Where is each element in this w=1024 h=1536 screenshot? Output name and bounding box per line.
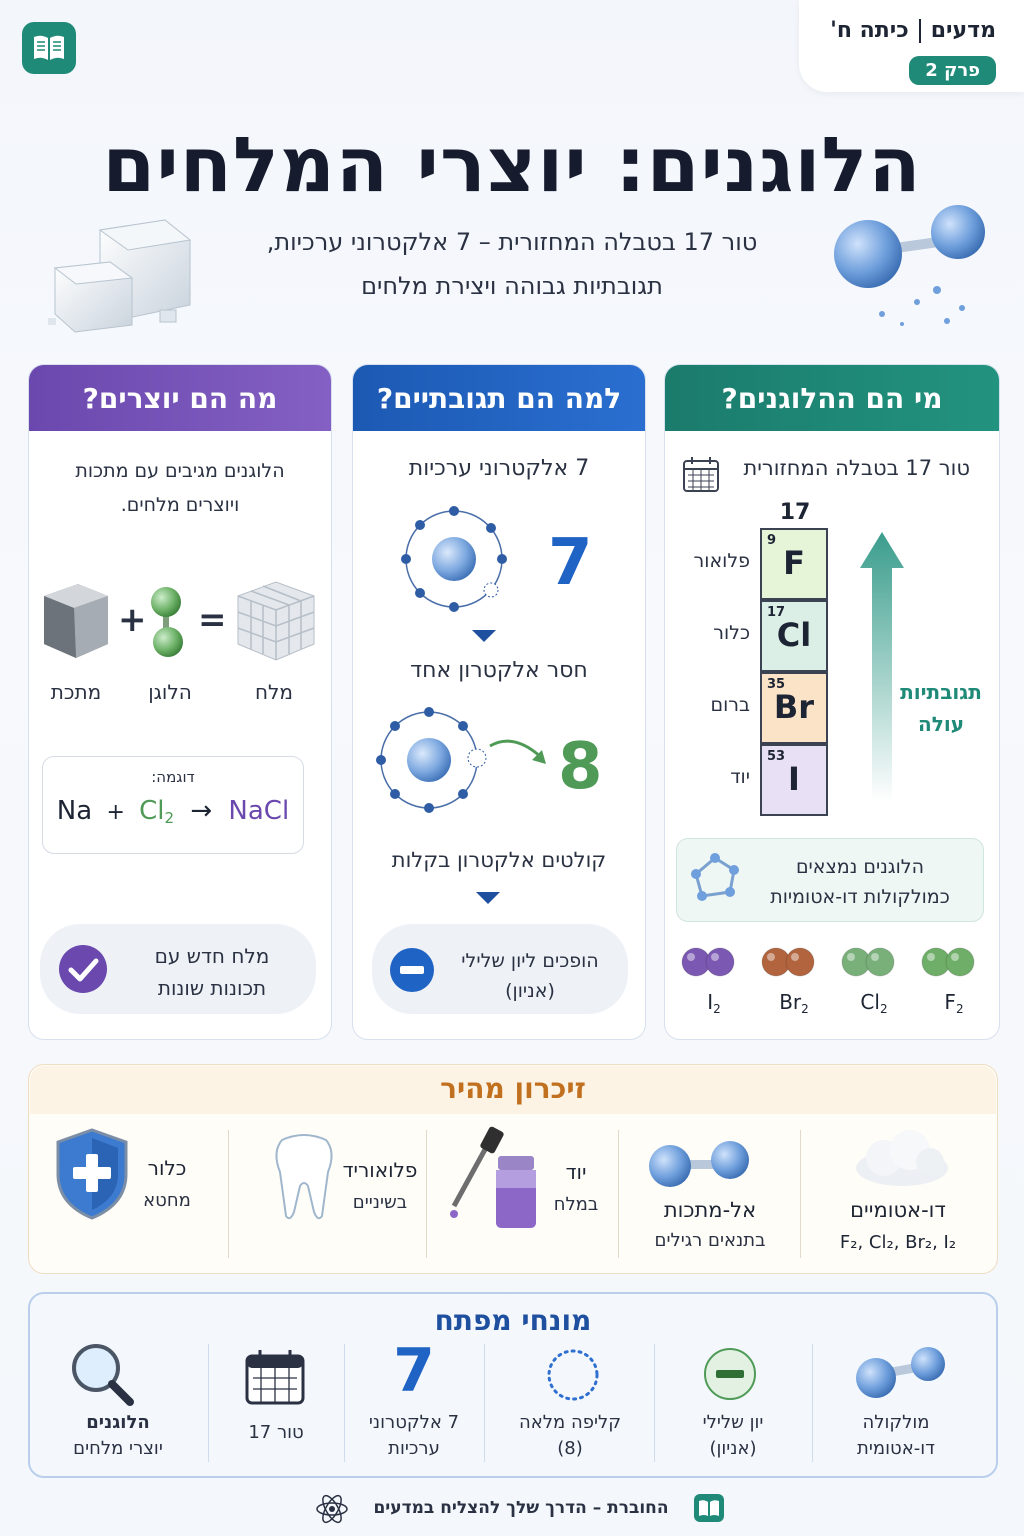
metal-label: מתכת [50,680,102,704]
molecule-formula: $I_2$ [707,990,721,1016]
grade-name: כיתה ח' [830,18,909,43]
term-group-17: טור 17 [248,1422,304,1443]
salt-intro [40,454,320,522]
molecule-icon [836,944,906,980]
salt-label: מלח [254,680,294,704]
eq-reactant-2-sub: 2 [164,809,175,827]
term-halogens [36,1410,200,1462]
cloud-icon [852,1128,952,1188]
down-triangle-icon [472,630,496,644]
divider [919,19,921,43]
subject-name: מדעים [930,18,996,43]
subtitle-line-2: תגובתיות גבוהה ויצירת מלחים [361,272,663,300]
dropper-bottle-icon [446,1126,542,1230]
element-name: ברום [710,694,750,716]
memory-diatomic-title: דו-אטומיים [850,1198,946,1222]
term-valence-line-1: 7 אלקטרוני [368,1412,460,1433]
molecule-cl2 [836,944,906,1016]
shield-plus-icon [52,1126,132,1222]
divider [812,1344,813,1462]
down-triangle-icon [476,892,500,906]
eq-arrow: → [190,796,213,826]
halogen-molecule-icon [146,584,186,660]
term-full-shell-line-1: קליפה מלאה [519,1412,621,1433]
divider [800,1130,801,1258]
divider [344,1344,345,1462]
chapter-badge: פרק 2 [909,56,996,85]
eq-reactant-1: Na [56,796,93,826]
term-halogens-line-1: הלוגנים [86,1412,150,1433]
term-anion-line-2: (אניון) [709,1438,757,1459]
molecule-formula: $F_2$ [944,990,964,1016]
term-halogens-line-2: יוצרי מלחים [73,1438,163,1459]
anion-text [440,946,620,1006]
salt-crystals-icon [40,210,210,335]
reactivity-label [886,676,996,740]
group-number: 17 [779,500,811,525]
eq-reactant-2-base: Cl [139,796,165,826]
divider [228,1130,229,1258]
element-name: פלואור [693,550,750,572]
tooth-icon [272,1132,336,1222]
atom-7-electrons-icon [394,506,514,616]
molecule-formula: $Br_2$ [779,990,809,1016]
element-cell-cl [760,600,828,672]
quick-memory-title: זיכרון מהיר [440,1072,586,1105]
intro-line-2: ויוצרים מלחים. [120,494,240,516]
term-anion [658,1410,808,1462]
element-cell-f [760,528,828,600]
atomic-number: 35 [767,677,786,692]
dotted-circle-icon [544,1346,602,1404]
memory-fluoride-sub: בשיניים [352,1192,408,1213]
atom-icon [314,1492,350,1526]
card-who-title: מי הם ההלוגנים? [665,365,999,431]
divider [484,1344,485,1462]
page-title: הלוגנים: יוצרי המלחים [102,120,922,209]
atomic-number: 9 [767,533,777,548]
card-what-title: מה הם יוצרים? [29,365,331,431]
key-terms-title: מונחי מפתח [434,1304,592,1337]
element-names [680,528,750,816]
diatomic-line-1: הלוגנים נמצאים [795,856,925,878]
missing-electron-text: חסר אלקטרון אחד [410,658,588,683]
card-why-title: למה הם תגובתיים? [353,365,645,431]
metal-cube-icon [40,578,112,660]
molecule-icon [852,1344,948,1400]
book-icon [694,1494,724,1522]
element-name: יוד [730,766,750,788]
term-full-shell [490,1410,650,1462]
molecule-br2 [756,944,826,1016]
seven-icon: 7 [393,1336,435,1406]
footer-text: החוברת – הדרך שלך להצליח במדעים [373,1498,669,1518]
new-salt-line-2: תכונות שונות [157,976,267,1000]
element-symbol: I [788,760,800,798]
eq-product: NaCl [228,796,290,826]
term-valence [350,1410,478,1462]
memory-nonmetals-title: אל-מתכות [663,1198,757,1222]
element-symbol: F [783,544,805,582]
anion-line-1: הופכים ליון שלילי [461,950,599,972]
new-salt-line-1: מלח חדש עם [154,944,270,968]
halogen-molecules-row [676,944,986,1024]
chemical-equation [42,796,304,827]
molecule-icon [676,944,746,980]
element-cell-i [760,744,828,816]
reactivity-arrow-icon [852,530,912,805]
intro-line-1: הלוגנים מגיבים עם מתכות [75,460,285,482]
memory-diatomic-formula: F₂, Cl₂, Br₂, I₂ [839,1232,957,1253]
calendar-icon [682,456,720,494]
page-subtitle [212,220,812,308]
valence-number: 7 [548,526,593,600]
term-diatomic-line-1: מולקולה [862,1412,930,1433]
element-name: כלור [713,622,750,644]
check-circle-icon [58,944,108,994]
book-icon [22,22,76,74]
element-symbol: Cl [776,616,812,654]
molecule-formula: $Cl_2$ [860,990,888,1016]
atomic-number: 17 [767,605,786,620]
term-anion-line-1: יון שלילי [702,1412,764,1433]
subtitle-line-1: טור 17 בטבלה המחזורית – 7 אלקטרוני ערכיות, [266,228,758,256]
molecule-i2 [676,944,746,1016]
molecule-icon [646,1136,754,1192]
valence-text: 7 אלקטרוני ערכיות [408,456,590,481]
atom-8-electrons-icon [374,702,554,814]
eq-reactant-2 [139,796,174,826]
halogen-label: הלוגן [148,680,192,704]
example-label: דוגמה: [151,768,195,786]
term-diatomic-line-2: דו-אטומית [857,1438,935,1459]
memory-chlorine-sub: מחטא [143,1190,191,1211]
diatomic-line-2: כמולקולות דו-אטומיות [770,886,950,908]
molecule-icon [756,944,826,980]
equals-sign: = [198,600,227,640]
divider [208,1344,209,1462]
periodic-group-column [760,528,832,816]
minus-circle-icon [388,946,436,994]
term-diatomic-molecule [816,1410,976,1462]
memory-iodine-title: יוד [565,1160,587,1184]
divider [654,1344,655,1462]
subject-line [830,18,996,43]
new-salt-text [112,940,312,1004]
ring-molecule-icon [688,852,742,908]
molecule-icon [916,944,986,980]
magnifier-icon [68,1340,136,1408]
term-valence-line-2: ערכיות [388,1438,440,1459]
anion-line-2: (אניון) [505,980,555,1002]
diatomic-text [750,852,970,912]
molecule-f2 [916,944,986,1016]
diatomic-molecule-icon [822,196,1002,336]
group-17-text: טור 17 בטבלה המחזורית [743,456,970,480]
plus-sign: + [118,600,147,640]
memory-fluoride-title: פלואוריד [342,1158,418,1182]
divider [426,1130,427,1258]
term-full-shell-line-2: (8) [557,1438,583,1459]
gain-electron-text: קולטים אלקטרון בקלות [391,848,607,872]
memory-chlorine-title: כלור [147,1156,187,1180]
atomic-number: 53 [767,749,786,764]
reactivity-label-1: תגובתיות [900,680,982,704]
reactivity-label-2: עולה [917,712,965,736]
element-symbol: Br [773,688,815,726]
full-shell-number: 8 [558,730,603,804]
minus-circle-icon [702,1346,758,1402]
eq-plus: + [106,800,125,825]
divider [618,1130,619,1258]
salt-crystal-icon [234,574,318,664]
calendar-icon [244,1348,306,1406]
memory-iodine-sub: במלח [553,1194,599,1215]
memory-nonmetals-sub: בתנאים רגילים [654,1230,766,1251]
element-cell-br [760,672,828,744]
